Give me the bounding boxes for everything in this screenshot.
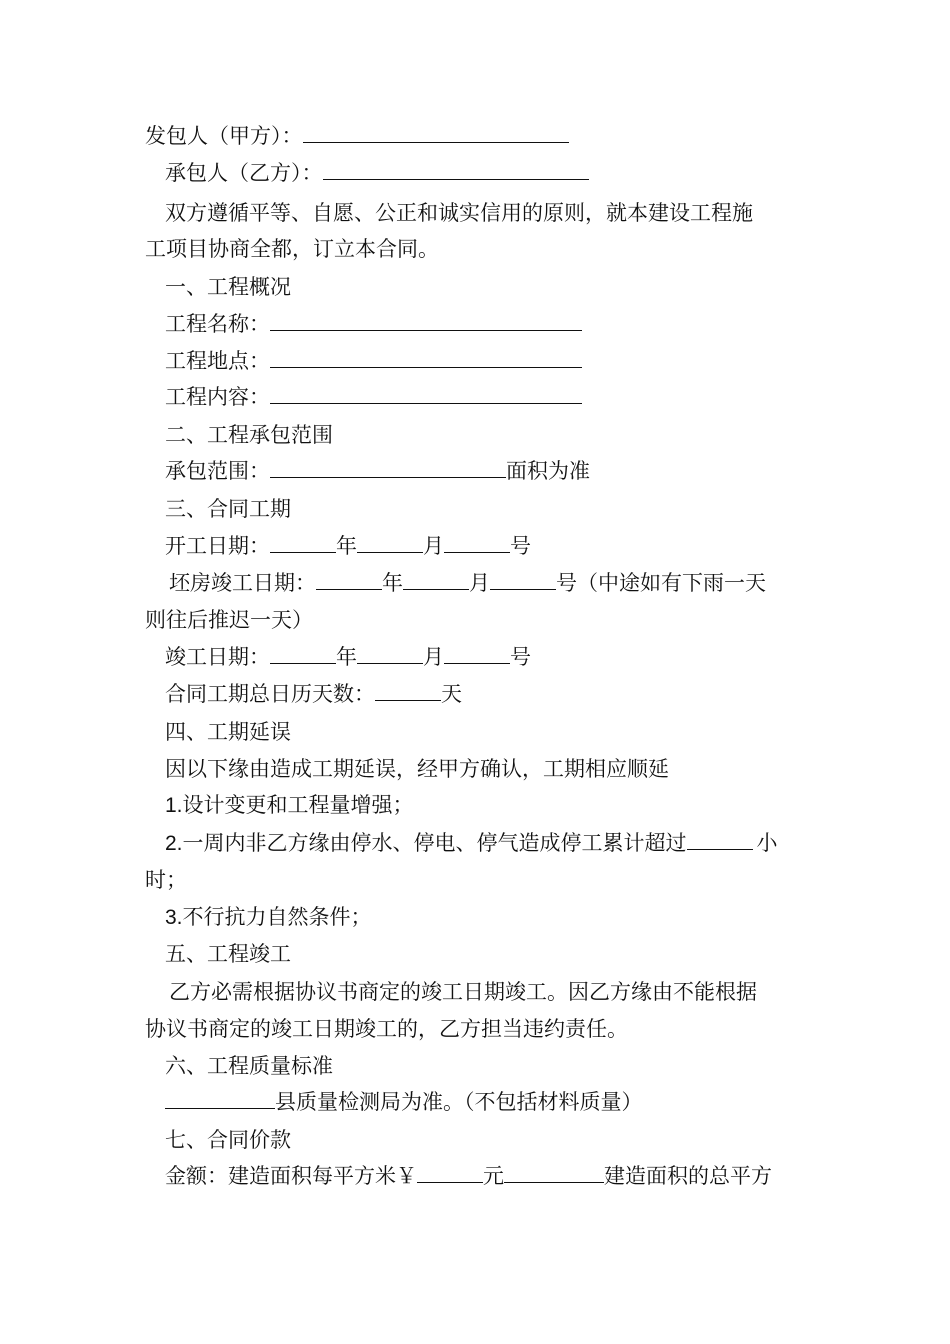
delay-item-1-text: 1.设计变更和工程量增强；: [165, 794, 414, 817]
completion-para-line1: 乙方必需根据协议书商定的竣工日期竣工。因乙方缘由不能根据: [169, 980, 757, 1004]
amount-tail: 建造面积的总平方: [604, 1164, 772, 1188]
intro-paragraph-line1: 双方遵循平等、自愿、公正和诚实信用的原则，就本建设工程施: [165, 201, 753, 225]
rough-completion-label: 坯房竣工日期：: [169, 571, 316, 595]
project-name-blank: [270, 310, 582, 331]
delay-item-2-cont: 时；: [145, 868, 187, 892]
rough-completion-line: [169, 569, 766, 597]
rough-note-cont: 则往后推迟一天）: [145, 608, 313, 632]
month-text: 月: [423, 645, 444, 669]
delay-item-2: [165, 829, 778, 858]
delay-hours-unit: 小: [756, 831, 778, 855]
amount-label: 金额：建造面积每平方米￥: [165, 1164, 417, 1188]
day-text: 号: [510, 534, 531, 558]
day-text: 号: [510, 645, 531, 669]
completion-date-label: 竣工日期：: [165, 645, 270, 669]
completion-month-blank: [357, 643, 423, 664]
section-6-heading: 六、工程质量标准: [165, 1054, 333, 1078]
delay-intro: 因以下缘由造成工期延误，经甲方确认，工期相应顺延: [165, 757, 669, 781]
quality-text: 县质量检测局为准。（不包括材料质量）: [275, 1090, 643, 1114]
yuan-text: 元: [483, 1164, 504, 1188]
rough-year-blank: [316, 569, 382, 590]
quality-line: [165, 1088, 643, 1116]
party-b-line: [165, 159, 589, 187]
start-month-blank: [357, 532, 423, 553]
total-days-line: [165, 680, 462, 708]
rough-month-blank: [403, 569, 469, 590]
party-b-label: 承包人（乙方）：: [165, 161, 323, 185]
quality-blank: [165, 1088, 275, 1109]
section-2-heading: 二、工程承包范围: [165, 423, 333, 447]
start-year-blank: [270, 532, 336, 553]
scope-label: 承包范围：: [165, 459, 270, 483]
section-1-heading: 一、工程概况: [165, 275, 291, 299]
delay-item-2-number: 2.: [165, 832, 183, 855]
rough-note-start: 号（中途如有下雨一天: [556, 571, 766, 595]
year-text: 年: [382, 571, 403, 595]
month-text: 月: [423, 534, 444, 558]
delay-hours-blank: [687, 829, 753, 850]
party-b-blank: [323, 159, 589, 180]
completion-year-blank: [270, 643, 336, 664]
project-content-blank: [270, 383, 582, 404]
section-3-heading: 三、合同工期: [165, 497, 291, 521]
scope-blank: [270, 457, 506, 478]
party-a-blank: [303, 122, 569, 143]
section-4-heading: 四、工期延误: [165, 720, 291, 744]
project-location-line: [165, 347, 582, 375]
amount-line: [165, 1162, 772, 1190]
completion-para-line2: 协议书商定的竣工日期竣工的，乙方担当违约责任。: [145, 1017, 628, 1041]
completion-date-line: [165, 643, 531, 671]
delay-item-1: [165, 792, 414, 820]
total-days-unit: 天: [441, 682, 462, 706]
total-days-blank: [375, 680, 441, 701]
delay-item-3-number: 3.: [165, 906, 183, 929]
scope-suffix: 面积为准: [506, 459, 590, 483]
party-a-label: 发包人（甲方）：: [145, 124, 303, 148]
party-a-line: [145, 122, 569, 150]
project-content-label: 工程内容：: [165, 385, 270, 409]
year-text: 年: [336, 645, 357, 669]
delay-item-3-text: 不行抗力自然条件；: [182, 905, 372, 929]
start-date-label: 开工日期：: [165, 534, 270, 558]
delay-item-3: [165, 903, 372, 932]
project-content-line: [165, 383, 582, 411]
delay-item-2-text: 一周内非乙方缘由停水、停电、停气造成停工累计超过: [182, 831, 687, 855]
rough-day-blank: [490, 569, 556, 590]
start-date-line: [165, 532, 531, 560]
project-location-label: 工程地点：: [165, 349, 270, 373]
section-7-heading: 七、合同价款: [165, 1128, 291, 1152]
intro-paragraph-line2: 工项目协商全都，订立本合同。: [145, 237, 439, 261]
year-text: 年: [336, 534, 357, 558]
start-day-blank: [444, 532, 510, 553]
month-text: 月: [469, 571, 490, 595]
project-name-label: 工程名称：: [165, 312, 270, 336]
project-name-line: [165, 310, 582, 338]
total-area-blank: [504, 1162, 604, 1183]
unit-price-blank: [417, 1162, 483, 1183]
section-5-heading: 五、工程竣工: [165, 942, 291, 966]
completion-day-blank: [444, 643, 510, 664]
scope-line: [165, 457, 590, 485]
total-days-label: 合同工期总日历天数：: [165, 682, 375, 706]
project-location-blank: [270, 347, 582, 368]
